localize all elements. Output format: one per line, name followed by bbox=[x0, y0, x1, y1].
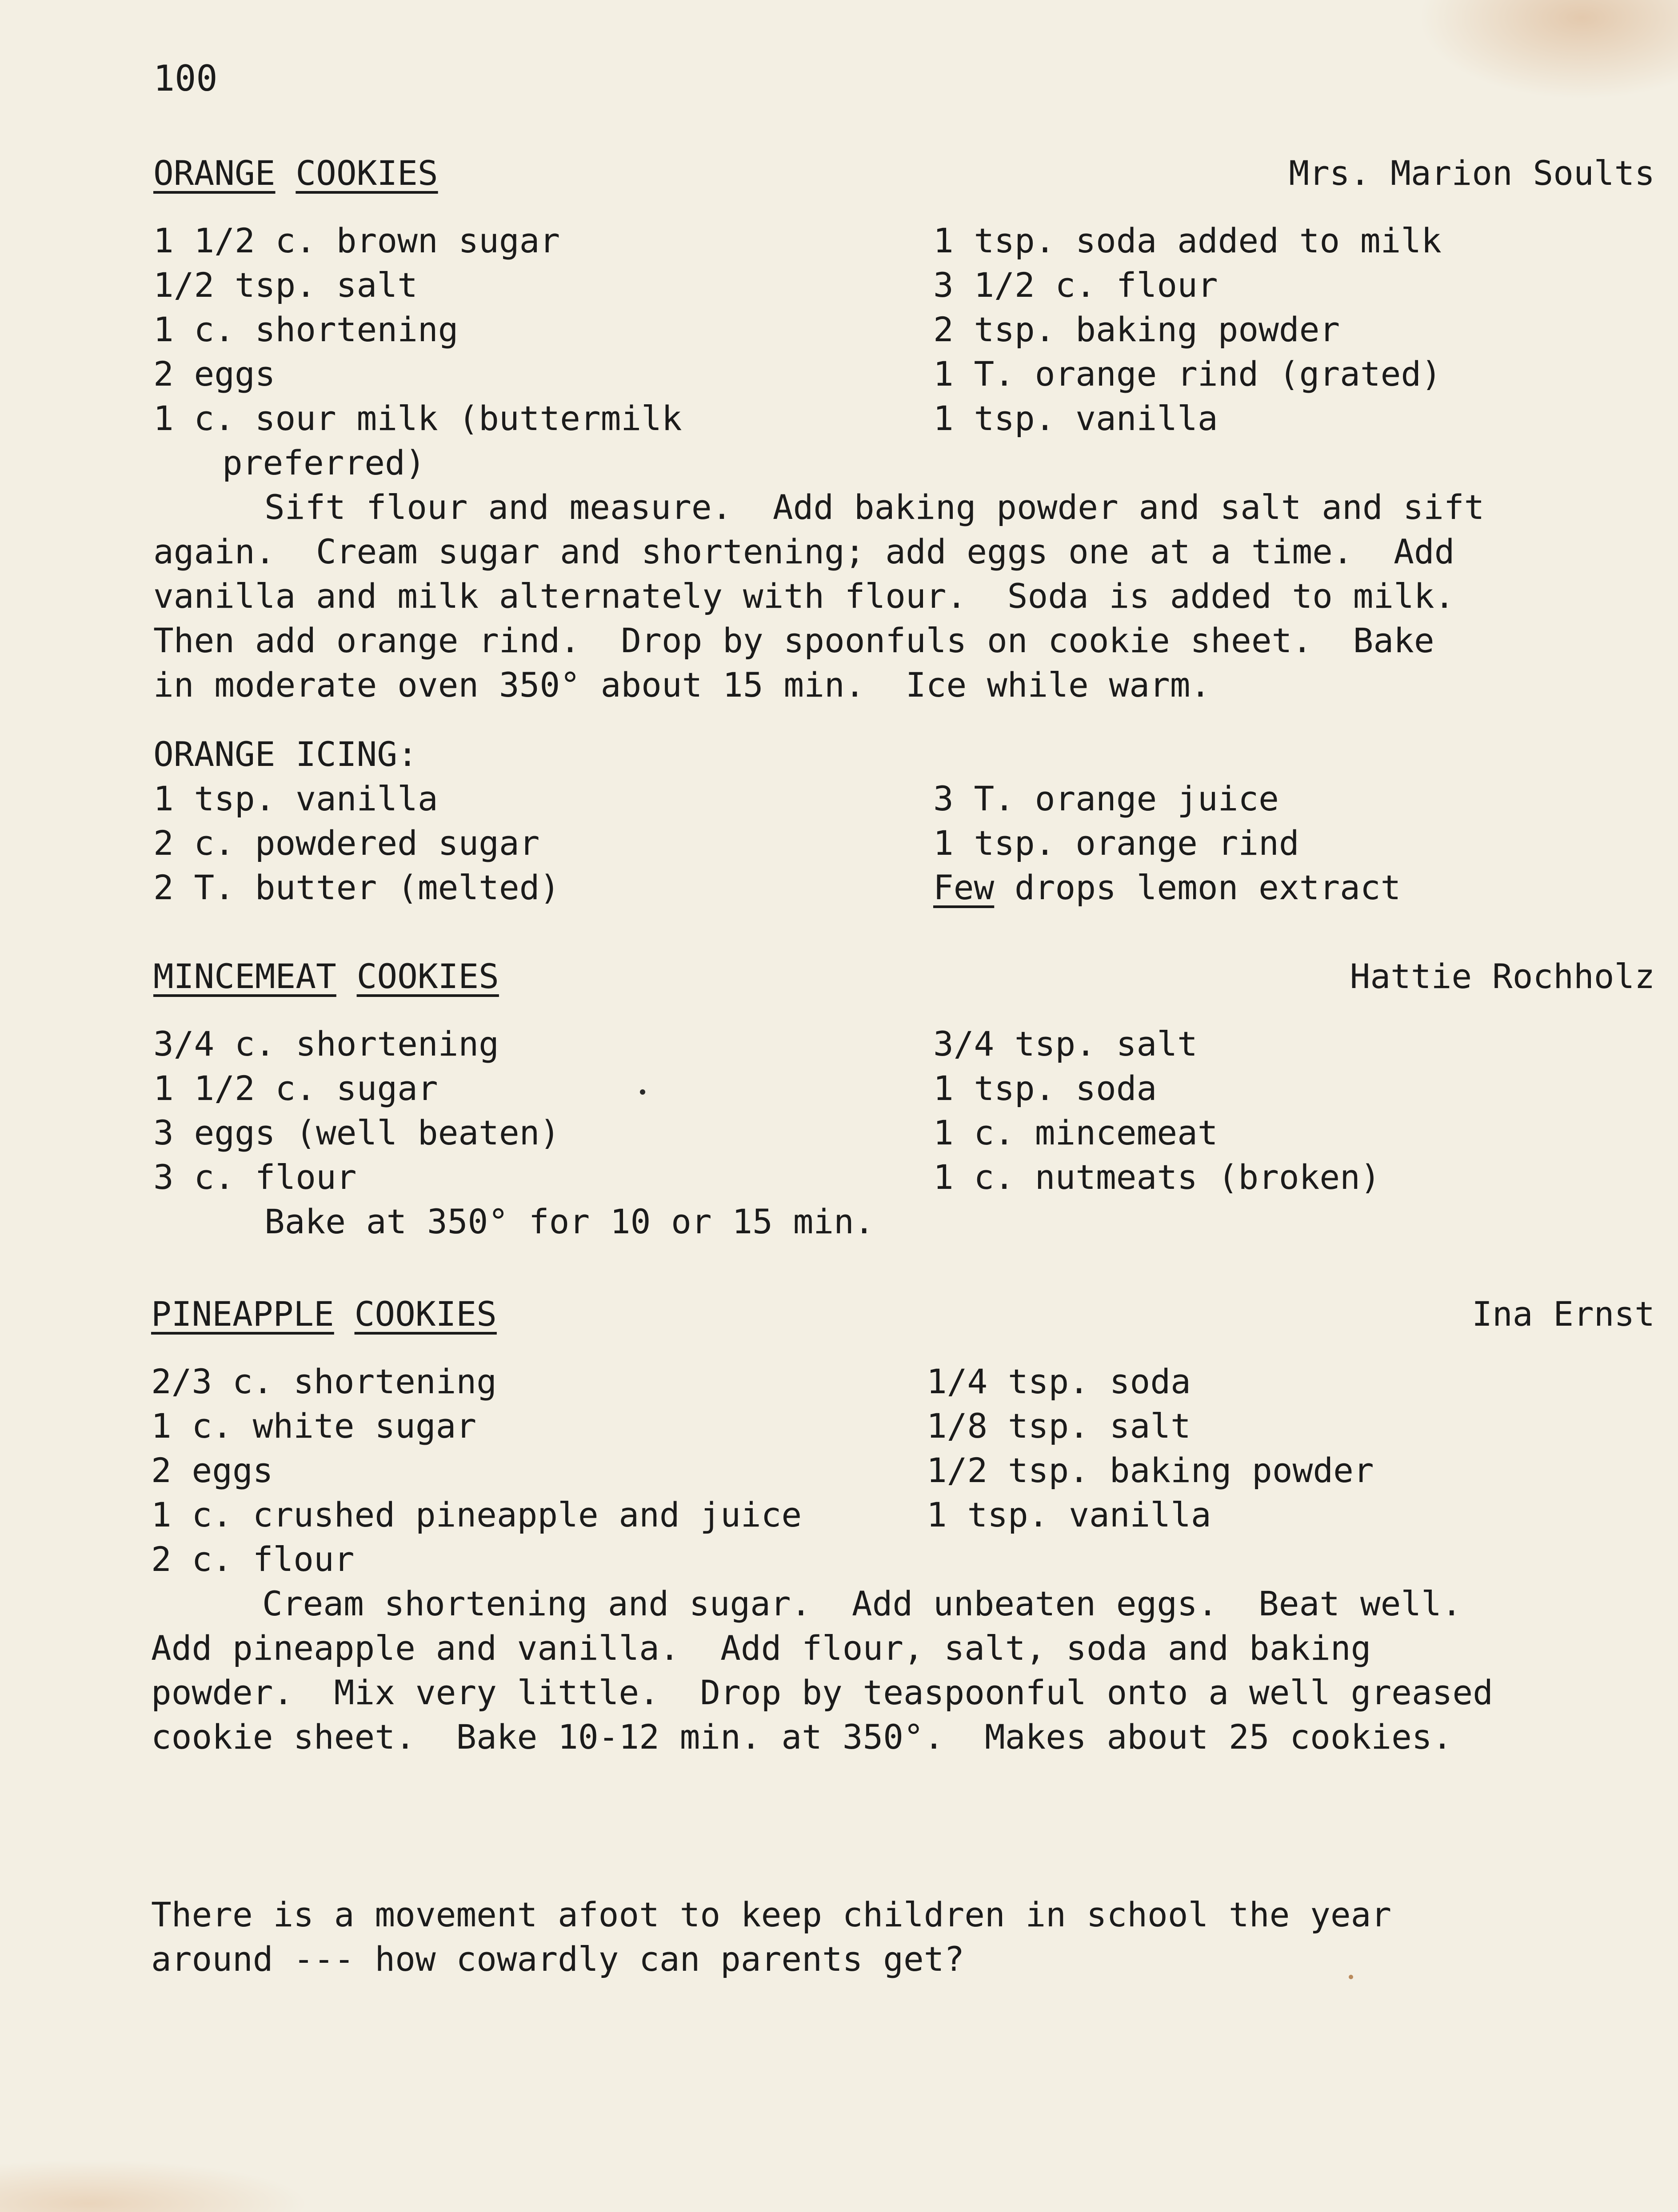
ingredient: 2 T. butter (melted) bbox=[153, 868, 560, 907]
ingredient: 3 c. flour bbox=[153, 1157, 357, 1197]
ingredient: 1 c. nutmeats (broken) bbox=[933, 1157, 1381, 1197]
ingredient: 1/8 tsp. salt bbox=[927, 1406, 1191, 1446]
ingredient: 1 c. white sugar bbox=[151, 1406, 477, 1446]
direction-line: Then add orange rind. Drop by spoonfuls on cookie sheet. Bake bbox=[153, 621, 1434, 660]
ingredient: 2 eggs bbox=[153, 354, 276, 394]
quote-line: around --- how cowardly can parents get? bbox=[151, 1939, 965, 1979]
recipe-title-orange-icing: ORANGE ICING: bbox=[153, 734, 418, 774]
recipe-author: Ina Ernst bbox=[1472, 1294, 1655, 1334]
direction-line: Cream shortening and sugar. Add unbeaten eggs. Beat well. bbox=[262, 1584, 1462, 1623]
ingredient: 1/4 tsp. soda bbox=[927, 1362, 1191, 1401]
ingredient: 1 c. mincemeat bbox=[933, 1113, 1218, 1152]
ingredient: 1/2 tsp. salt bbox=[153, 265, 418, 305]
recipe-author: Hattie Rochholz bbox=[1350, 957, 1655, 996]
quote-line: There is a movement afoot to keep children in school the year bbox=[151, 1895, 1392, 1934]
direction-line: Add pineapple and vanilla. Add flour, salt, soda and baking bbox=[151, 1628, 1371, 1668]
ingredient: 1 tsp. soda added to milk bbox=[933, 221, 1442, 260]
ingredient: 2 tsp. baking powder bbox=[933, 310, 1340, 349]
ingredient: 1 tsp. orange rind bbox=[933, 823, 1299, 863]
ingredient: 1 T. orange rind (grated) bbox=[933, 354, 1442, 394]
ingredient: Few drops lemon extract bbox=[933, 868, 1401, 907]
recipe-title-mincemeat-cookies: MINCEMEAT COOKIES bbox=[153, 957, 499, 996]
recipe-title-orange-cookies: ORANGE COOKIES bbox=[153, 153, 438, 193]
direction-line: in moderate oven 350° about 15 min. Ice while warm. bbox=[153, 665, 1211, 705]
direction-line: again. Cream sugar and shortening; add eggs one at a time. Add bbox=[153, 532, 1455, 571]
ingredient: 1/2 tsp. baking powder bbox=[927, 1451, 1374, 1490]
ingredient: 1 c. sour milk (buttermilk bbox=[153, 399, 682, 438]
ingredient: preferred) bbox=[222, 443, 426, 482]
ingredient: 1 1/2 c. brown sugar bbox=[153, 221, 560, 260]
direction-line: cookie sheet. Bake 10-12 min. at 350°. Makes about 25 cookies. bbox=[151, 1717, 1453, 1757]
ingredient: 2 eggs bbox=[151, 1451, 273, 1490]
ingredient: 3 T. orange juice bbox=[933, 779, 1279, 818]
ingredient: 1 tsp. vanilla bbox=[153, 779, 438, 818]
ingredient: 2/3 c. shortening bbox=[151, 1362, 497, 1401]
recipe-title-pineapple-cookies: PINEAPPLE COOKIES bbox=[151, 1294, 497, 1334]
ingredient: 3/4 tsp. salt bbox=[933, 1024, 1198, 1064]
page-number: 100 bbox=[153, 58, 218, 99]
ingredient: 2 c. flour bbox=[151, 1539, 355, 1579]
recipe-author: Mrs. Marion Soults bbox=[1289, 153, 1655, 193]
direction-line: vanilla and milk alternately with flour. Soda is added to milk. bbox=[153, 576, 1455, 616]
ingredient: 2 c. powdered sugar bbox=[153, 823, 540, 863]
ingredient: 1 1/2 c. sugar bbox=[153, 1068, 438, 1108]
paper-speck bbox=[1349, 1975, 1353, 1979]
ingredient: 3/4 c. shortening bbox=[153, 1024, 499, 1064]
direction-line: Bake at 350° for 10 or 15 min. bbox=[264, 1202, 875, 1241]
direction-line: Sift flour and measure. Add baking powder and salt and sift bbox=[264, 487, 1485, 527]
direction-line: powder. Mix very little. Drop by teaspoonful onto a well greased bbox=[151, 1673, 1493, 1712]
ingredient: 1 tsp. vanilla bbox=[933, 399, 1218, 438]
ingredient: 1 c. crushed pineapple and juice bbox=[151, 1495, 802, 1534]
ingredient: 3 1/2 c. flour bbox=[933, 265, 1218, 305]
ingredient: 1 c. shortening bbox=[153, 310, 459, 349]
ingredient: 1 tsp. vanilla bbox=[927, 1495, 1211, 1534]
ingredient: 3 eggs (well beaten) bbox=[153, 1113, 560, 1152]
ingredient: 1 tsp. soda bbox=[933, 1068, 1157, 1108]
ink-speck bbox=[640, 1089, 645, 1095]
